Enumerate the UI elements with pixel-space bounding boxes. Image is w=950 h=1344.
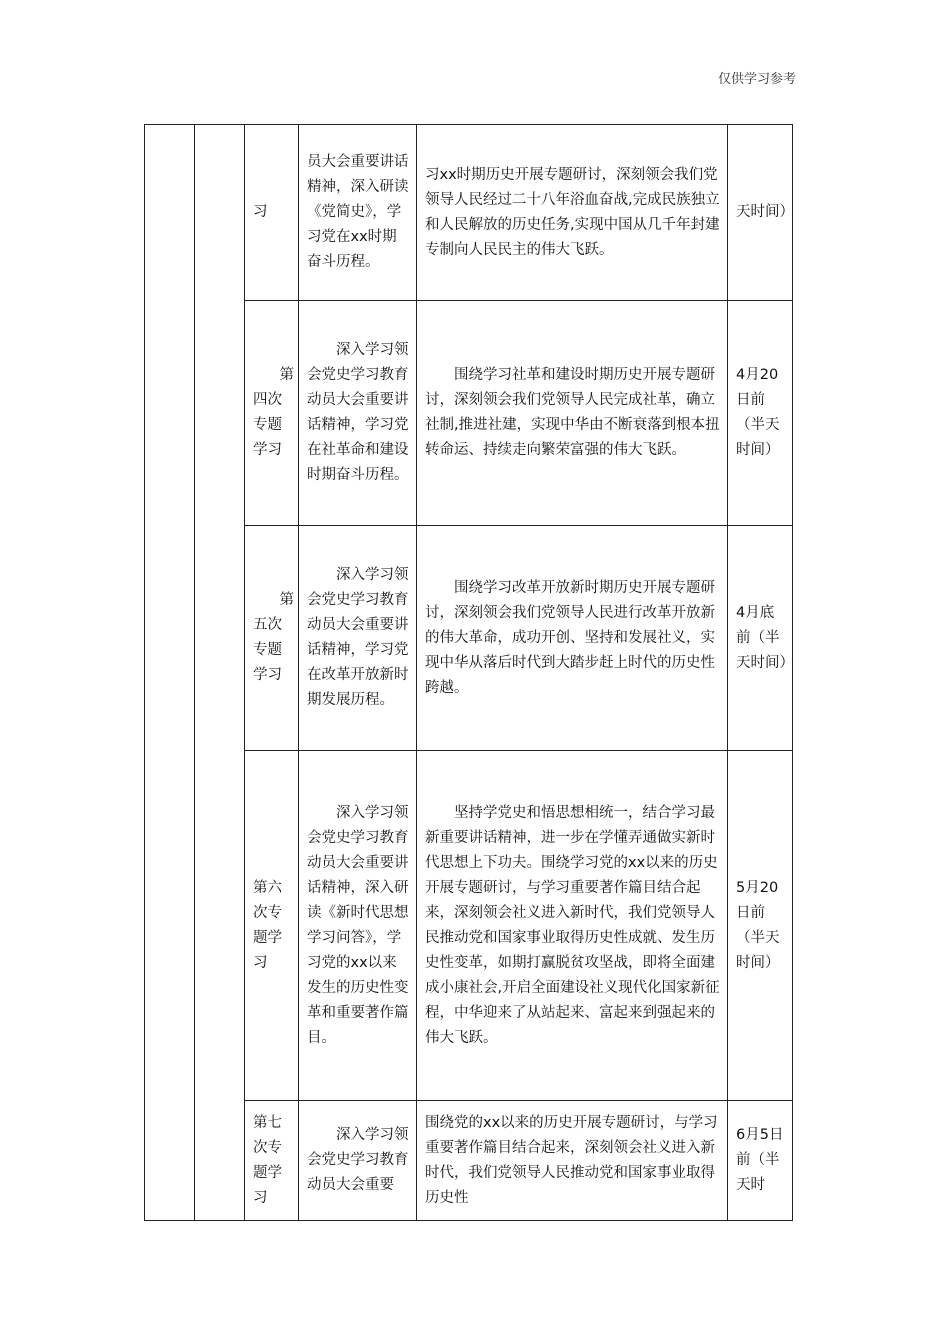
topic-cell: 第 四次专题学习: [245, 301, 299, 526]
blank-column-cell-1: [145, 125, 195, 1221]
content-cell: 深入学习领会党史学习教育动员大会重要讲话精神，深入研读《新时代思想学习问答》，学习党的xx以来发生的历史性变革和重要著作篇目。: [299, 751, 417, 1101]
topic-cell: 习: [245, 125, 299, 301]
time-cell: 4月底前（半天时间）: [728, 526, 793, 751]
study-schedule-table: [144, 124, 793, 1221]
time-cell: 6月5日前（半天时: [728, 1101, 793, 1221]
time-cell: 5月20日前（半天时间）: [728, 751, 793, 1101]
time-cell: 4月20日前（半天时间）: [728, 301, 793, 526]
content-cell: 深入学习领会党史学习教育动员大会重要: [299, 1101, 417, 1221]
content-cell: 员大会重要讲话精神，深入研读《党简史》，学习党在xx时期奋斗历程。: [299, 125, 417, 301]
topic-cell: 第七次专题学习: [245, 1101, 299, 1221]
header-note: 仅供学习参考: [718, 72, 797, 87]
detail-cell: 围绕党的xx以来的历史开展专题研讨，与学习重要著作篇目结合起来，深刻领会社义进入新时代，我们党领导人民推动党和国家事业取得历史性: [417, 1101, 728, 1221]
detail-cell: 坚持学党史和悟思想相统一，结合学习最新重要讲话精神，进一步在学懂弄通做实新时代思想上下功夫。围绕学习党的xx以来的历史开展专题研讨，与学习重要著作篇目结合起来，深刻领会社义进入新时代，我们党领导人民推动党和国家事业取得历史性成就、发生历史性变革，如期打赢脱贫攻坚战，即将全面建成小康社会,开启全面建设社义现代化国家新征程，中华迎来了从站起来、富起来到强起来的伟大飞跃。: [417, 751, 728, 1101]
blank-column-cell-2: [195, 125, 245, 1221]
table-row: [145, 125, 793, 301]
topic-cell: 第六次专题学习: [245, 751, 299, 1101]
content-cell: 深入学习领会党史学习教育动员大会重要讲话精神，学习党在社革命和建设时期奋斗历程。: [299, 301, 417, 526]
detail-cell: 围绕学习改革开放新时期历史开展专题研讨，深刻领会我们党领导人民进行改革开放新的伟大革命，成功开创、坚持和发展社义，实现中华从落后时代到大踏步赶上时代的历史性跨越。: [417, 526, 728, 751]
detail-cell: 围绕学习社革和建设时期历史开展专题研讨，深刻领会我们党领导人民完成社革，确立社制,推进社建，实现中华由不断衰落到根本扭转命运、持续走向繁荣富强的伟大飞跃。: [417, 301, 728, 526]
topic-cell: 第 五次专题学习: [245, 526, 299, 751]
time-cell: 天时间）: [728, 125, 793, 301]
detail-cell: 习xx时期历史开展专题研讨，深刻领会我们党领导人民经过二十八年浴血奋战,完成民族独立和人民解放的历史任务,实现中国从几千年封建专制向人民民主的伟大飞跃。: [417, 125, 728, 301]
content-cell: 深入学习领会党史学习教育动员大会重要讲话精神，学习党在改革开放新时期发展历程。: [299, 526, 417, 751]
